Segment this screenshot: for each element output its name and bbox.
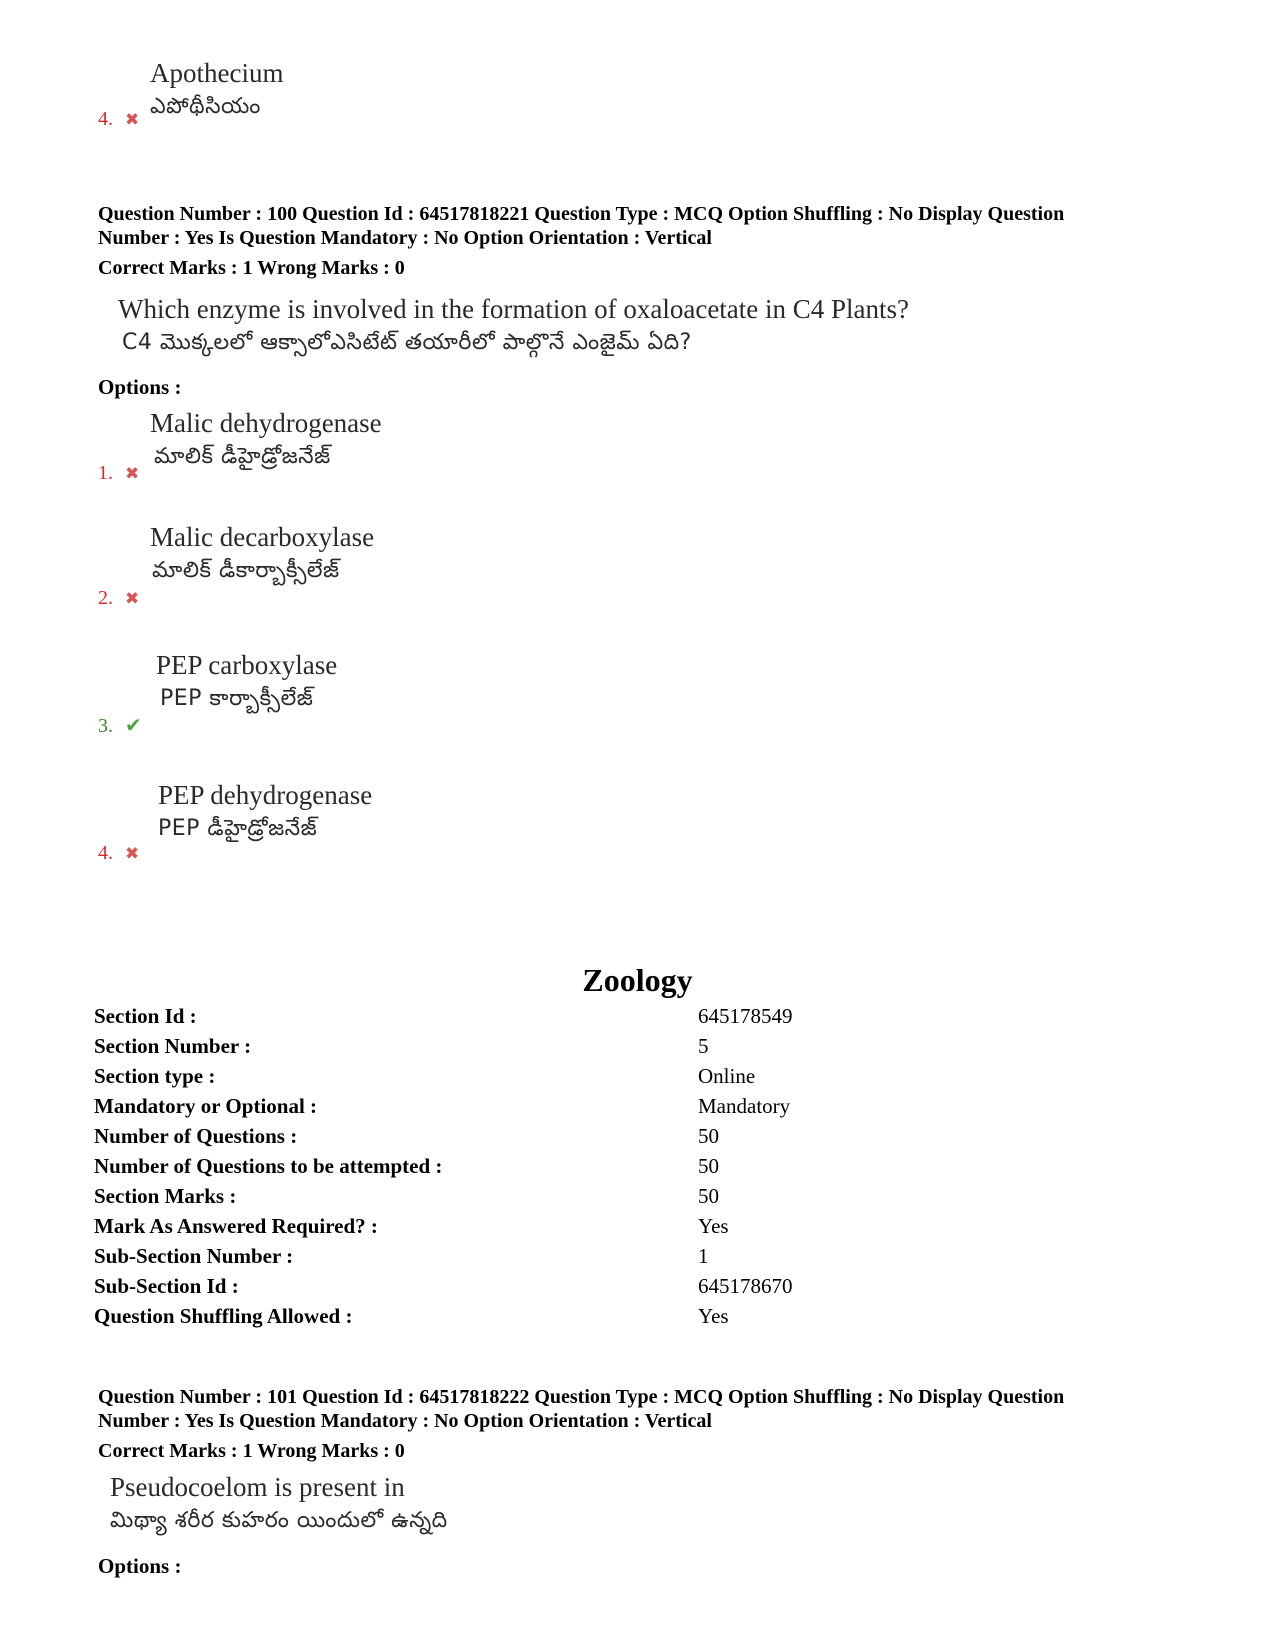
option-number: 3. — [98, 715, 113, 737]
info-value: Yes — [698, 1214, 729, 1238]
option-number: 4. — [98, 842, 113, 864]
option-number: 4. — [98, 108, 113, 130]
section-info-row — [94, 1034, 1194, 1064]
info-value: 1 — [698, 1244, 709, 1268]
option-3-number — [98, 713, 142, 738]
question-marks: Correct Marks : 1 Wrong Marks : 0 — [98, 257, 405, 279]
option-text-en: Apothecium — [150, 58, 284, 88]
question-text-te: C4 మొక్కలలో ఆక్సాలోఎసిటేట్ తయారీలో పాల్గొనే ఎంజైమ్ ఏది? — [122, 330, 692, 355]
options-label: Options : — [98, 375, 182, 399]
section-title: Zoology — [582, 962, 693, 998]
question-100-text — [118, 292, 909, 360]
info-value: 50 — [698, 1154, 719, 1178]
option-text-en: PEP dehydrogenase — [158, 780, 373, 810]
question-meta-line-2: Number : Yes Is Question Mandatory : No Option Orientation : Vertical — [98, 1410, 712, 1432]
question-text-en: Pseudocoelom is present in — [110, 1472, 405, 1502]
info-label: Number of Questions to be attempted : — [94, 1154, 443, 1178]
option-text-te: మాలిక్ డీహైడ్రోజనేజ్ — [154, 444, 331, 469]
option-number: 1. — [98, 462, 113, 484]
option-4-image — [158, 778, 372, 846]
info-label: Number of Questions : — [94, 1124, 298, 1148]
section-info-row — [94, 1124, 1194, 1154]
info-label: Section Marks : — [94, 1184, 237, 1208]
info-value: Online — [698, 1064, 756, 1088]
info-value: Mandatory — [698, 1094, 791, 1118]
section-info-row — [94, 1244, 1194, 1274]
question-100-meta — [98, 202, 1178, 280]
info-value: 50 — [698, 1184, 719, 1208]
section-info-row — [94, 1184, 1194, 1214]
question-meta-line-1: Question Number : 101 Question Id : 64517818222 Question Type : MCQ Option Shuffling : No Display Question — [98, 1386, 1065, 1408]
info-label: Sub-Section Number : — [94, 1244, 294, 1268]
section-info-row — [94, 1004, 1194, 1034]
question-meta-line-2: Number : Yes Is Question Mandatory : No Option Orientation : Vertical — [98, 227, 712, 249]
question-meta-line-1: Question Number : 100 Question Id : 64517818221 Question Type : MCQ Option Shuffling : No Display Question — [98, 203, 1065, 225]
info-label: Question Shuffling Allowed : — [94, 1304, 353, 1328]
wrong-icon: ✖ — [125, 110, 140, 130]
info-label: Sub-Section Id : — [94, 1274, 239, 1298]
option-4-number — [98, 842, 139, 865]
section-info-row — [94, 1274, 1194, 1304]
section-info-row — [94, 1094, 1194, 1124]
wrong-icon: ✖ — [125, 464, 140, 484]
section-info-row — [94, 1214, 1194, 1244]
option-text-te: ఎపోథీసియం — [150, 94, 261, 119]
prev-option-4-number — [98, 108, 139, 131]
option-2-image — [150, 520, 374, 588]
section-info-row — [94, 1304, 1194, 1334]
info-value: Yes — [698, 1304, 729, 1328]
question-text-en: Which enzyme is involved in the formation of oxaloacetate in C4 Plants? — [118, 294, 910, 324]
question-101-text — [110, 1470, 448, 1538]
option-3-image — [156, 648, 337, 716]
option-number: 2. — [98, 587, 113, 609]
info-label: Mandatory or Optional : — [94, 1094, 318, 1118]
info-value: 50 — [698, 1124, 719, 1148]
option-text-en: Malic decarboxylase — [150, 522, 375, 552]
info-value: 645178549 — [698, 1004, 793, 1028]
option-1-image — [150, 406, 382, 474]
info-label: Section Number : — [94, 1034, 252, 1058]
info-value: 5 — [698, 1034, 709, 1058]
option-text-en: Malic dehydrogenase — [150, 408, 382, 438]
option-text-te: PEP డీహైడ్రోజనేజ్ — [158, 816, 318, 841]
info-label: Section Id : — [94, 1004, 197, 1028]
option-1-number — [98, 462, 139, 485]
option-2-number — [98, 587, 139, 610]
section-info-row — [94, 1064, 1194, 1094]
option-text-en: PEP carboxylase — [156, 650, 338, 680]
question-101-meta — [98, 1385, 1178, 1463]
info-label: Mark As Answered Required? : — [94, 1214, 378, 1238]
options-label: Options : — [98, 1554, 182, 1578]
info-label: Section type : — [94, 1064, 216, 1088]
question-text-te: మిథ్యా శరీర కుహరం యిందులో ఉన్నది — [110, 1508, 448, 1533]
section-info-row — [94, 1154, 1194, 1184]
info-value: 645178670 — [698, 1274, 793, 1298]
wrong-icon: ✖ — [125, 589, 140, 609]
correct-check-icon: ✔ — [125, 713, 142, 737]
question-marks: Correct Marks : 1 Wrong Marks : 0 — [98, 1440, 405, 1462]
prev-option-4-image — [150, 56, 283, 124]
option-text-te: మాలిక్ డీకార్బాక్సీలేజ్ — [152, 558, 340, 583]
option-text-te: PEP కార్బాక్సీలేజ్ — [160, 686, 314, 711]
wrong-icon: ✖ — [125, 844, 140, 864]
